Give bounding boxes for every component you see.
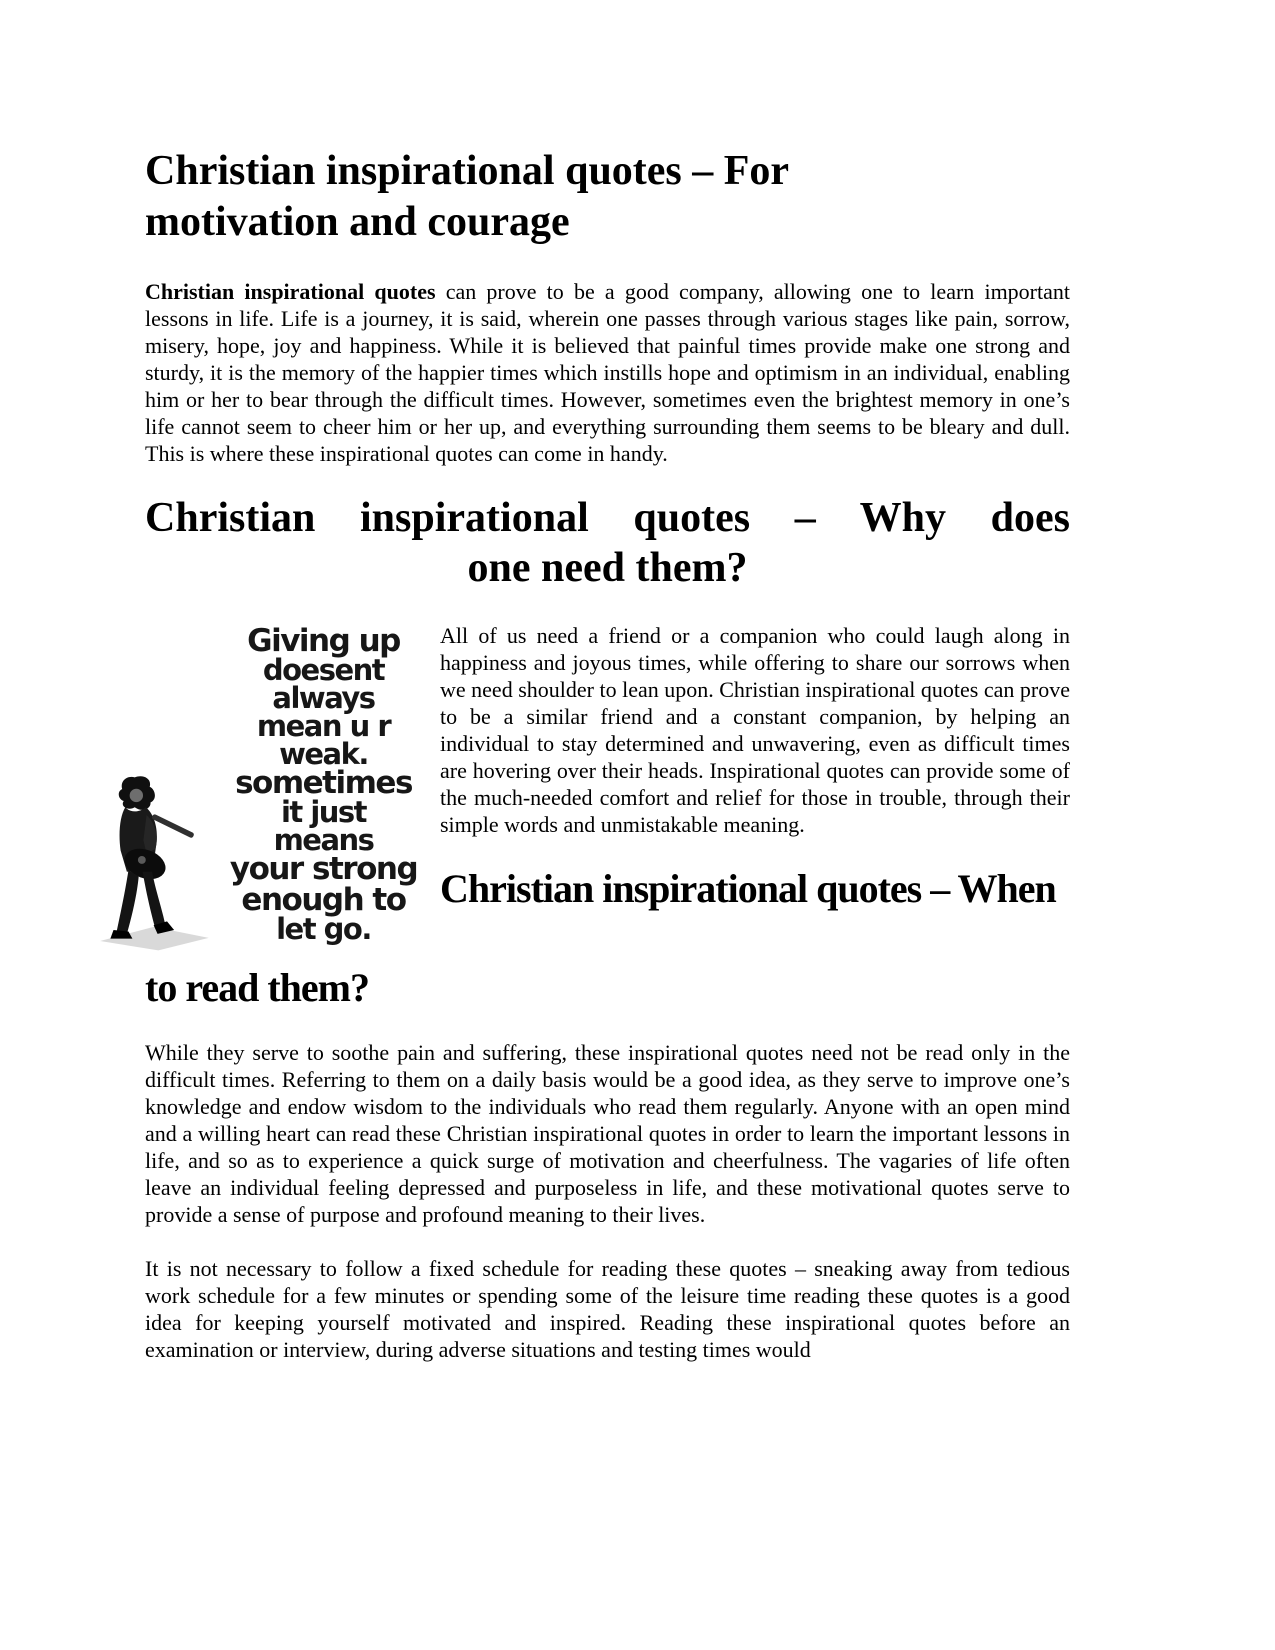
quote-line: it just xyxy=(280,795,367,830)
quote-line: Giving up xyxy=(247,623,400,659)
section-heading-when-line2: to read them? xyxy=(145,964,369,1010)
section-heading-why xyxy=(145,494,1070,593)
quote-line: let go. xyxy=(276,911,371,946)
quote-line: your strong xyxy=(229,851,418,888)
section-heading-why-line2: one need them? xyxy=(467,545,748,592)
quote-line: sometimes xyxy=(235,765,412,802)
intro-paragraph-body: can prove to be a good company, allowing one to learn important lessons in life. Life is a journey, it is said, wherein one passes through various stages like pain, sorrow, misery, hope, joy and happiness. While it is believed that painful times provide make one strong and sturdy, it is the memory of the happier times which instills hope and optimism in an individual, enabling him or her to bear through the difficult times. However, sometimes even the brightest memory in one’s life cannot seem to cheer him or her up, and everything surrounding them seems to be bleary and dull. This is where these inspirational quotes can come in handy. xyxy=(145,279,1070,467)
when-paragraph-1-body: While they serve to soothe pain and suffering, these inspirational quotes need not be read only in the difficult times. Referring to them on a daily basis would be a good idea, as they serve to improve one’s knowledge and endow wisdom to the individuals who read them regularly. Anyone with an open mind and a willing heart can read these Christian inspirational quotes in order to learn the important lessons in life, and so as to experience a quick surge of motivation and cheerfulness. The vagaries of life often leave an individual feeling depressed and purposeless in life, and these motivational quotes serve to provide a sense of purpose and profound meaning to their lives. xyxy=(145,1039,1070,1227)
inspirational-quote-image xyxy=(97,624,432,956)
quote-line: means xyxy=(273,823,374,858)
quote-line: always xyxy=(272,680,375,715)
guitarist-figure-icon xyxy=(97,652,215,952)
when-paragraph-1 xyxy=(145,1039,1070,1228)
section-heading-why-line1: Christian inspirational quotes – Why does xyxy=(145,495,1070,542)
quote-word-art xyxy=(215,623,432,946)
when-paragraph-2 xyxy=(145,1255,1070,1363)
when-paragraph-2-body: It is not necessary to follow a fixed schedule for reading these quotes – sneaking away from tedious work schedule for a few minutes or spending some of the leisure time reading these quotes is a good idea for keeping yourself motivated and inspired. Reading these inspirational quotes before an examination or interview, during adverse situations and testing times would xyxy=(145,1255,1070,1362)
intro-paragraph xyxy=(145,278,1070,467)
section-heading-when-line1: Christian inspirational quotes – When xyxy=(440,865,1056,911)
quote-line: doesent xyxy=(262,652,385,687)
intro-paragraph-lead: Christian inspirational quotes xyxy=(145,279,436,305)
quote-line: enough to xyxy=(241,881,406,918)
quote-line: weak. xyxy=(279,737,368,771)
quote-line: mean u r xyxy=(256,708,391,743)
page-title: Christian inspirational quotes – For motivation and courage xyxy=(145,148,789,246)
why-paragraph-body: All of us need a friend or a companion who could laugh along in happiness and joyous times, while offering to share our sorrows when we need shoulder to lean upon. Christian inspirational quotes can prove to be a similar friend and a constant companion, by helping an individual to stay determined and unwavering, even as difficult times are hovering over their heads. Inspirational quotes can provide some of the much-needed comfort and relief for those in trouble, through their simple words and unmistakable meaning. xyxy=(440,622,1070,837)
